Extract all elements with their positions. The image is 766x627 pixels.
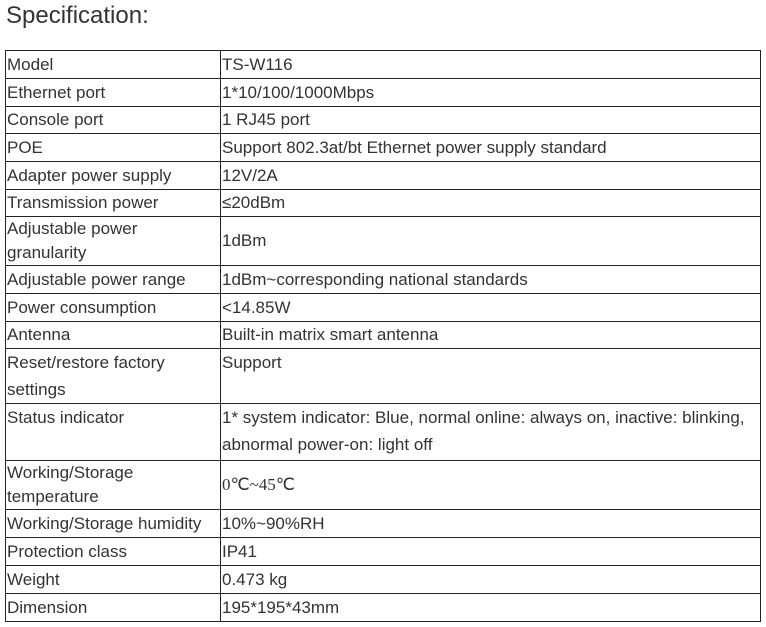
spec-label: Protection class (6, 538, 221, 566)
spec-value: Support (221, 349, 761, 404)
spec-value: 195*195*43mm (221, 594, 761, 622)
spec-label: POE (6, 134, 221, 162)
spec-value: 12V/2A (221, 162, 761, 190)
table-row (6, 349, 761, 404)
spec-label: Adjustable power range (6, 266, 221, 294)
table-row (6, 190, 761, 217)
spec-label: Weight (6, 566, 221, 594)
spec-label: Adjustable power granularity (6, 217, 221, 266)
spec-value: 10%~90%RH (221, 510, 761, 538)
table-row (6, 404, 761, 461)
table-row (6, 134, 761, 162)
table-row (6, 266, 761, 294)
spec-label: Ethernet port (6, 79, 221, 107)
spec-value: 1 RJ45 port (221, 107, 761, 134)
spec-label: Adapter power supply (6, 162, 221, 190)
table-row (6, 217, 761, 266)
spec-value: ≤20dBm (221, 190, 761, 217)
spec-label: Working/Storage humidity (6, 510, 221, 538)
table-row (6, 510, 761, 538)
spec-value: 1dBm~corresponding national standards (221, 266, 761, 294)
spec-value: 0.473 kg (221, 566, 761, 594)
table-row (6, 294, 761, 322)
specification-table (5, 50, 761, 622)
spec-value: IP41 (221, 538, 761, 566)
table-row (6, 107, 761, 134)
spec-value: Support 802.3at/bt Ethernet power supply standard (221, 134, 761, 162)
spec-label: Console port (6, 107, 221, 134)
table-row (6, 566, 761, 594)
spec-value: 1dBm (221, 217, 761, 266)
spec-label: Dimension (6, 594, 221, 622)
page-title: Specification: (6, 2, 149, 29)
table-row (6, 594, 761, 622)
spec-label: Status indicator (6, 404, 221, 461)
spec-label: Reset/restore factory settings (6, 349, 221, 404)
spec-label: Model (6, 51, 221, 79)
table-row (6, 51, 761, 79)
spec-label: Power consumption (6, 294, 221, 322)
spec-label: Working/Storage temperature (6, 461, 221, 510)
spec-value: 0℃~45℃ (221, 461, 761, 510)
table-row (6, 162, 761, 190)
spec-label: Antenna (6, 322, 221, 349)
table-row (6, 79, 761, 107)
spec-value: <14.85W (221, 294, 761, 322)
spec-value: 1* system indicator: Blue, normal online: always on, inactive: blinking, abnormal power-on: light off (221, 404, 761, 461)
spec-label: Transmission power (6, 190, 221, 217)
spec-value: Built-in matrix smart antenna (221, 322, 761, 349)
spec-value: TS-W116 (221, 51, 761, 79)
spec-value: 1*10/100/1000Mbps (221, 79, 761, 107)
table-row (6, 322, 761, 349)
table-row (6, 538, 761, 566)
table-row (6, 461, 761, 510)
